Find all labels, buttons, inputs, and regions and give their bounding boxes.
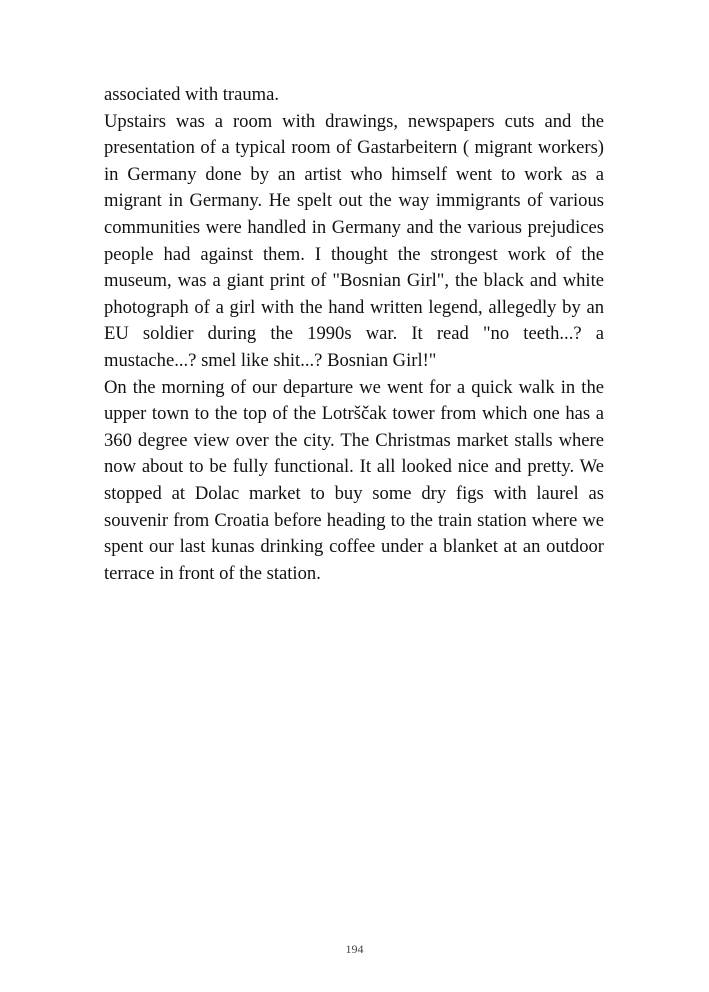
paragraph-departure-morning: On the morning of our departure we went for a quick walk in the upper town to the top of the Lotrščak tower from which one has a 360 degree view over the city. The Christmas market stalls where now about to be fully functional. It all looked nice and pretty. We stopped at Dolac market to buy some dry figs with laurel as souvenir from Croatia before heading to the train station where we spent our last kunas drinking coffee under a blanket at an outdoor terrace in front of the station. (104, 376, 604, 584)
paragraph-continued: associated with trauma. (104, 84, 280, 105)
body-text (104, 82, 604, 587)
page-number: 194 (345, 942, 364, 956)
paragraph-museum-upstairs: Upstairs was a room with drawings, newspapers cuts and the presentation of a typical room of Gastarbeitern ( migrant workers) in Germany done by an artist who himself went to work as a migrant in Germany. He spelt out the way immigrants of various communities were handled in Germany and the various prejudices people had against them. I thought the strongest work of the museum, was a giant print of "Bosnian Girl", the black and white photograph of a girl with the hand written legend, allegedly by an EU soldier during the 1990s war. It read "no teeth...? a mustache...? smel like shit...? Bosnian Girl!" (104, 110, 604, 371)
